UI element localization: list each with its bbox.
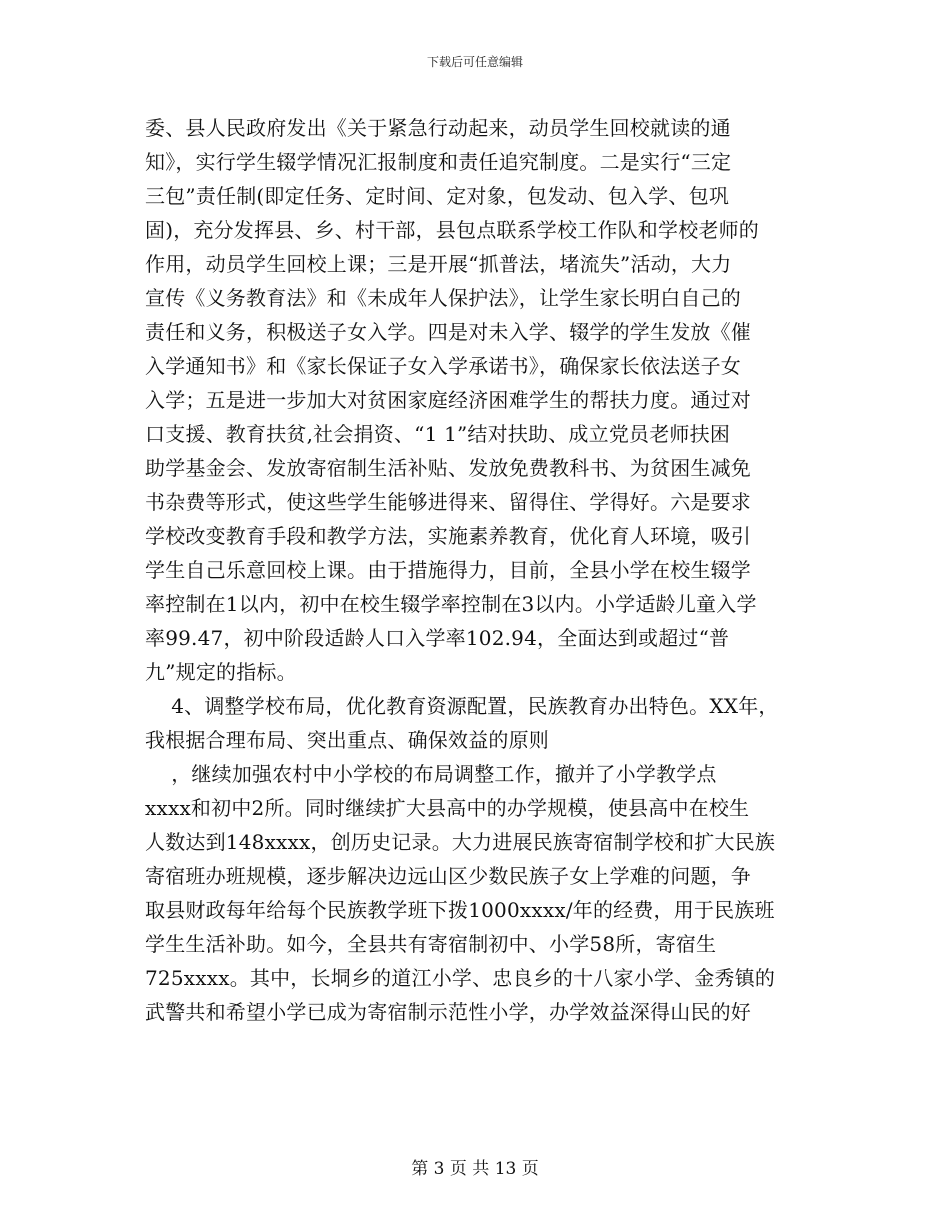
text-line: 作用，动员学生回校上课；三是开展“抓普法，堵流失”活动，大力 (145, 252, 732, 276)
text-line: 取县财政每年给每个民族教学班下拨1000xxxx/年的经费，用于民族班 (145, 898, 775, 922)
text-line: 三包”责任制(即定任务、定时间、定对象，包发动、包入学、包巩 (145, 184, 730, 208)
text-line: 人数达到148xxxx，创历史记录。大力进展民族寄宿制学校和扩大民族 (145, 830, 776, 854)
document-body (145, 111, 835, 1029)
page-header: 下载后可任意编辑 (426, 55, 523, 69)
text-line: 学生自己乐意回校上课。由于措施得力，目前，全县小学在校生辍学 (145, 558, 751, 582)
text-line: 4、调整学校布局，优化教育资源配置，民族教育办出特色。XX年， (145, 694, 779, 718)
text-line: 九”规定的指标。 (145, 660, 297, 684)
text-line: xxxx和初中2所。同时继续扩大县高中的办学规模，使县高中在校生 (145, 796, 750, 820)
text-line: 入学通知书》和《家长保证子女入学承诺书》，确保家长依法送子女 (145, 354, 741, 378)
text-line: 委、县人民政府发出《关于紧急行动起来，动员学生回校就读的通 (145, 116, 731, 140)
text-line: 书杂费等形式，使这些学生能够进得来、留得住、学得好。六是要求 (145, 490, 751, 514)
text-line: 我根据合理布局、突出重点、确保效益的原则 (145, 728, 549, 752)
text-line: 口支援、教育扶贫,社会捐资、“1 1”结对扶助、成立党员老师扶困 (145, 422, 731, 446)
text-line: 武警共和希望小学已成为寄宿制示范性小学，办学效益深得山民的好 (145, 1000, 751, 1024)
text-line: 固)，充分发挥县、乡、村干部，县包点联系学校工作队和学校老师的 (145, 218, 760, 242)
text-line: 725xxxx。其中，长垌乡的道江小学、忠良乡的十八家小学、金秀镇的 (145, 966, 776, 990)
page-footer: 第 3 页 共 13 页 (411, 1159, 539, 1179)
text-line: 责任和义务，积极送子女入学。四是对未入学、辍学的学生发放《催 (145, 320, 751, 344)
text-line: ，继续加强农村中小学校的布局调整工作，撤并了小学教学点 (145, 762, 717, 786)
text-line: 学生生活补助。如今，全县共有寄宿制初中、小学58所，寄宿生 (145, 932, 717, 956)
text-line: 知》，实行学生辍学情况汇报制度和责任追究制度。二是实行“三定 (145, 150, 732, 174)
text-line: 入学；五是进一步加大对贫困家庭经济困难学生的帮扶力度。通过对 (145, 388, 751, 412)
text-line: 宣传《义务教育法》和《未成年人保护法》，让学生家长明白自己的 (145, 286, 741, 310)
text-line: 率控制在1以内，初中在校生辍学率控制在3以内。小学适龄儿童入学 (145, 592, 757, 616)
text-line: 学校改变教育手段和教学方法，实施素养教育，优化育人环境，吸引 (145, 524, 751, 548)
text-line: 率99.47，初中阶段适龄人口入学率102.94，全面达到或超过“普 (145, 626, 730, 650)
text-line: 助学基金会、发放寄宿制生活补贴、发放免费教科书、为贫困生减免 (145, 456, 751, 480)
text-line: 寄宿班办班规模，逐步解决边远山区少数民族子女上学难的问题，争 (145, 864, 751, 888)
